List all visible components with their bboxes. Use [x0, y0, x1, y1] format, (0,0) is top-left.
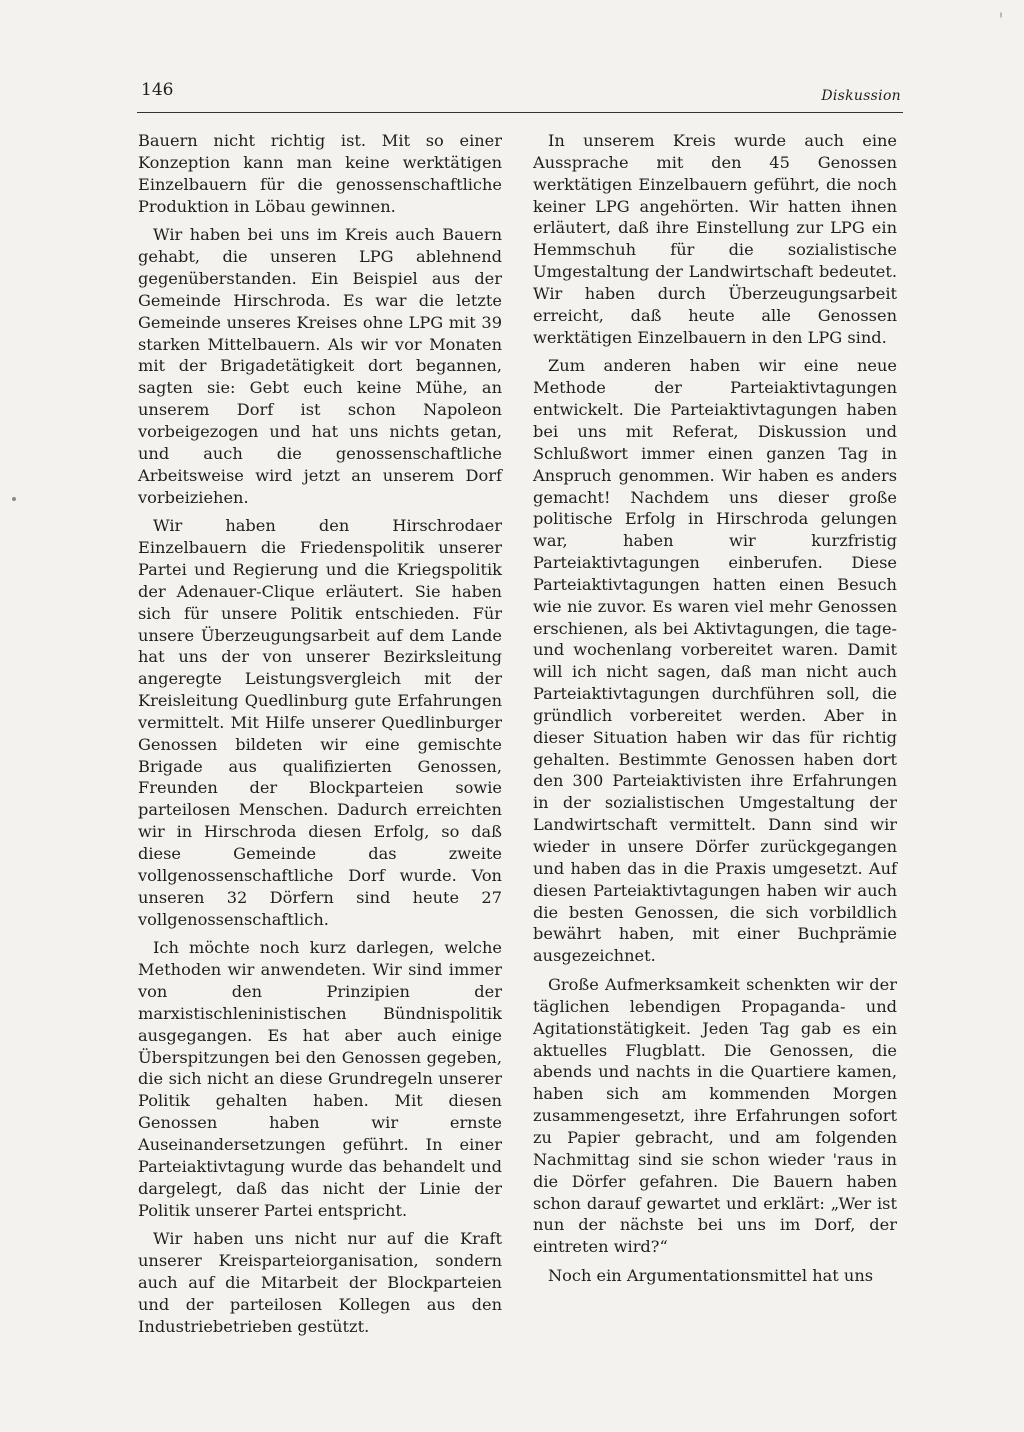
paragraph: Noch ein Argumentationsmittel hat uns: [548, 1266, 874, 1286]
scan-speck: [12, 497, 16, 501]
paragraph: Wir haben den Hirschrodaer Einzelbauern die Friedenspolitik unserer Partei und Regierung und die Kriegspolitik der Adenauer-Clique erläutert. Sie haben sich für unsere Politik entschieden. Für unsere Überzeugungsarbeit auf dem Lande hat uns der von unserer Bezirksleitung angeregte Leistungsvergleich mit der Kreisleitung Quedlinburg gute Erfahrungen vermittelt. Mit Hilfe unserer Quedlinburger Genossen bildeten wir eine gemischte Brigade aus qualifizierten Genossen, Freunden der Blockparteien sowie parteilosen Menschen. Dadurch erreichten wir in Hirschroda diesen Erfolg, so daß diese Gemeinde das zweite vollgenossenschaftliche Dorf wurde. Von unseren 32 Dörfern sind heute 27 vollgenossenschaftlich.: [138, 516, 502, 929]
paragraph: Wir haben uns nicht nur auf die Kraft unserer Kreisparteiorganisation, sondern auch auf die Mitarbeit der Blockparteien und der parteilosen Kollegen aus den Industriebetrieben gestützt.: [138, 1229, 502, 1336]
page-header: [137, 78, 903, 113]
page-number: 146: [141, 80, 174, 100]
right-column: [533, 130, 897, 1287]
paragraph: Zum anderen haben wir eine neue Methode der Parteiaktivtagungen entwickelt. Die Parteiaktivtagungen haben bei uns mit Referat, Diskussion und Schlußwort immer einen ganzen Tag in Anspruch genommen. Wir haben es anders gemacht! Nachdem uns dieser große politische Erfolg in Hirschroda gelungen war, haben wir kurzfristig Parteiaktivtagungen einberufen. Diese Parteiaktivtagungen hatten einen Besuch wie nie zuvor. Es waren viel mehr Genossen erschienen, als bei Aktivtagungen, die tage- und wochenlang vorbereitet waren. Damit will ich nicht sagen, daß man nicht auch Parteiaktivtagungen durchführen soll, die gründlich vorbereitet werden. Aber in dieser Situation haben wir das für richtig gehalten. Bestimmte Genossen haben dort den 300 Parteiaktivisten ihre Erfahrungen in der sozialistischen Umgestaltung der Landwirtschaft vermittelt. Dann sind wir wieder in unsere Dörfer zurückgegangen und haben das in die Praxis umgesetzt. Auf diesen Parteiaktivtagungen haben wir auch die besten Genossen, die sich vorbildlich bewährt haben, mit einer Buchprämie ausgezeichnet.: [533, 356, 897, 966]
scan-speck: [1000, 12, 1002, 18]
section-title: Diskussion: [821, 88, 901, 104]
left-column: [138, 130, 502, 1338]
paragraph: Bauern nicht richtig ist. Mit so einer Konzeption kann man keine werktätigen Einzelbauern für die genossenschaftliche Produktion in Löbau gewinnen.: [138, 131, 502, 216]
paragraph: Wir haben bei uns im Kreis auch Bauern gehabt, die unseren LPG ablehnend gegenüberstanden. Ein Beispiel aus der Gemeinde Hirschroda. Es war die letzte Gemeinde unseres Kreises ohne LPG mit 39 starken Mittelbauern. Als wir vor Monaten mit der Brigadetätigkeit dort begannen, sagten sie: Gebt euch keine Mühe, an unserem Dorf ist schon Napoleon vorbeigezogen und hat uns nichts getan, und auch die genossenschaftliche Arbeitsweise wird jetzt an unserem Dorf vorbeiziehen.: [138, 225, 502, 507]
paragraph: Große Aufmerksamkeit schenkten wir der täglichen lebendigen Propaganda- und Agitationstätigkeit. Jeden Tag gab es ein aktuelles Flugblatt. Die Genossen, die abends und nachts in die Quartiere kamen, haben sich am kommenden Morgen zusammengesetzt, ihre Erfahrungen sofort zu Papier gebracht, und am folgenden Nachmittag sind sie schon wieder 'raus in die Dörfer gefahren. Die Bauern haben schon darauf gewartet und erklärt: „Wer ist nun der nächste bei uns im Dorf, der eintreten wird?“: [533, 975, 897, 1257]
paragraph: In unserem Kreis wurde auch eine Aussprache mit den 45 Genossen werktätigen Einzelbauern geführt, die noch keiner LPG angehörten. Wir hatten ihnen erläutert, daß ihre Einstellung zur LPG ein Hemmschuh für die sozialistische Umgestaltung der Landwirtschaft bedeutet. Wir haben durch Überzeugungsarbeit erreicht, daß heute alle Genossen werktätigen Einzelbauern in den LPG sind.: [533, 131, 897, 347]
paragraph: Ich möchte noch kurz darlegen, welche Methoden wir anwendeten. Wir sind immer von den Prinzipien der marxistischleninistischen Bündnispolitik ausgegangen. Es hat aber auch einige Überspitzungen bei den Genossen gegeben, die sich nicht an diese Grundregeln unserer Politik gehalten haben. Mit diesen Genossen haben wir ernste Auseinandersetzungen geführt. In einer Parteiaktivtagung wurde das behandelt und dargelegt, daß das nicht der Linie der Politik unserer Partei entspricht.: [138, 938, 502, 1220]
